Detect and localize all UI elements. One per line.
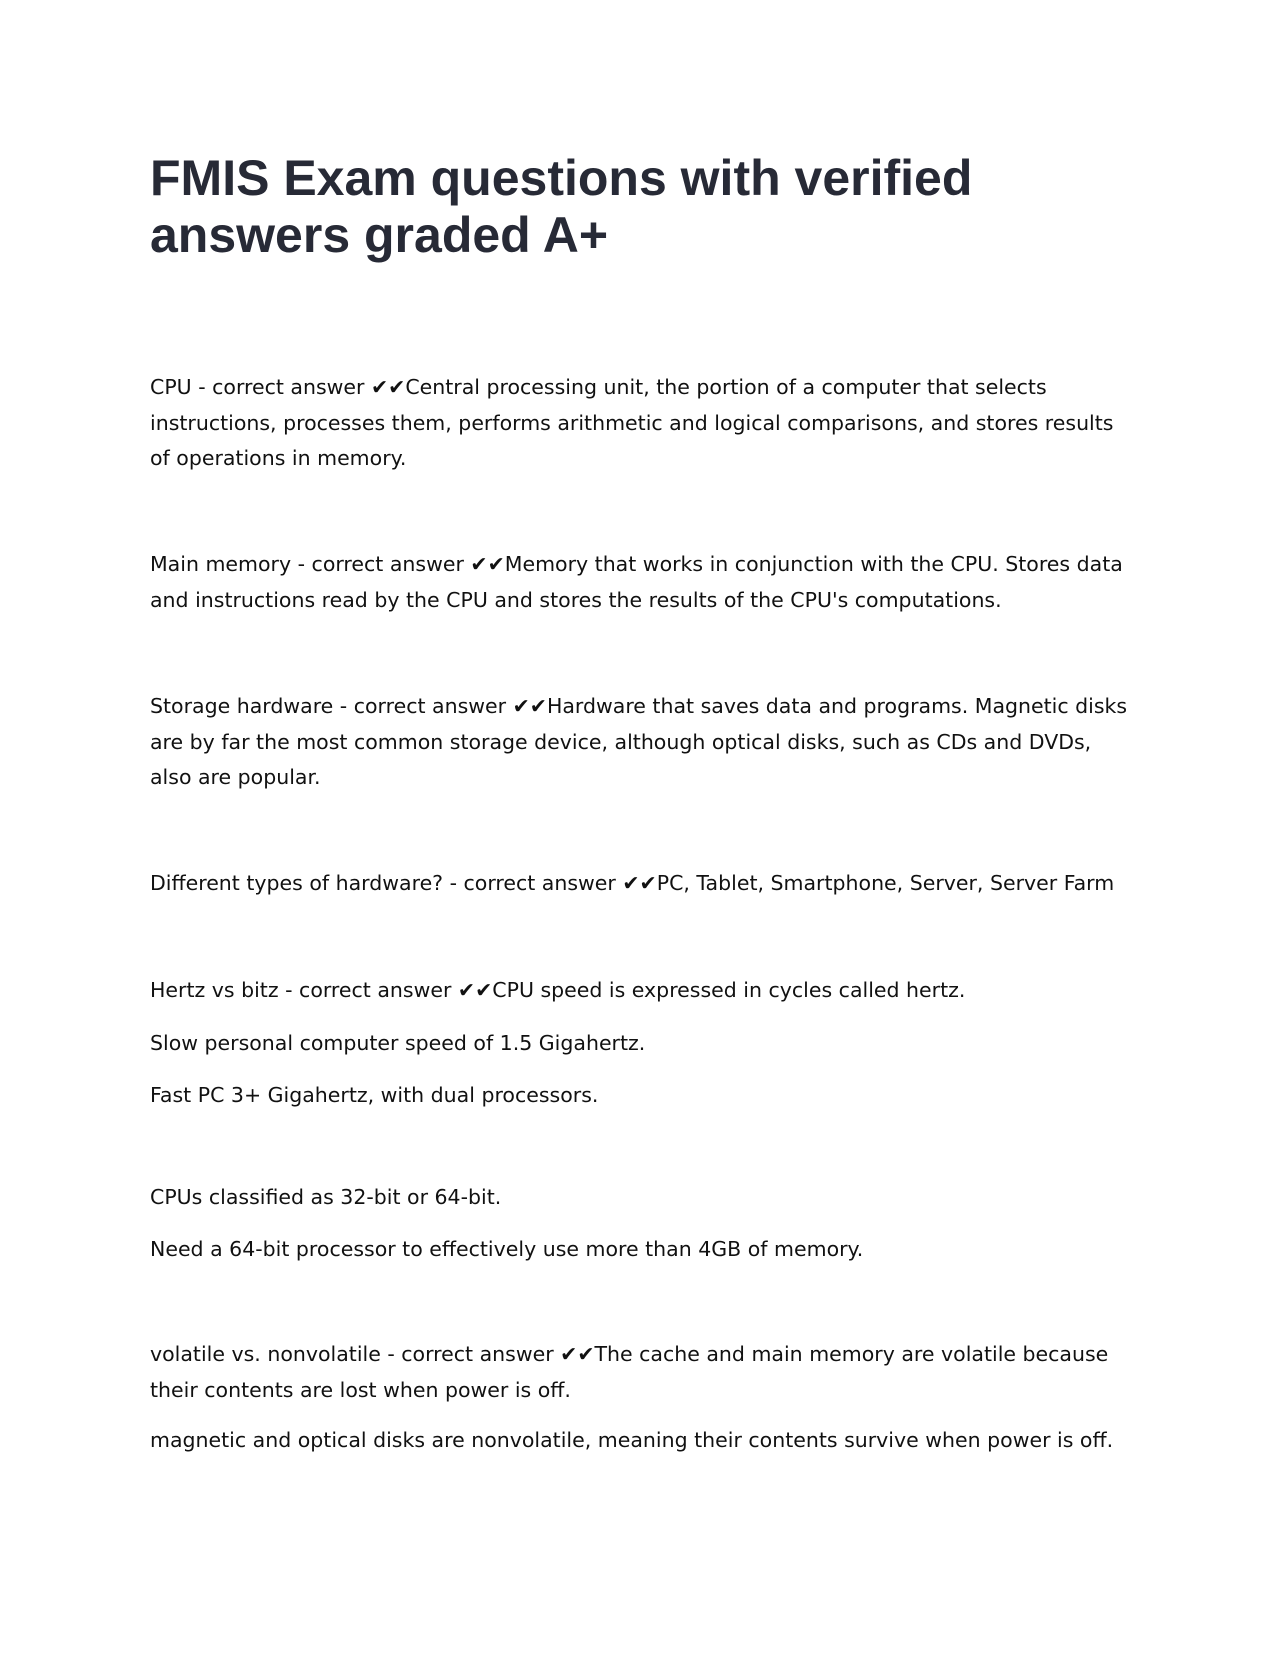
entry-term: CPU — [150, 375, 192, 399]
entry-answer-label: correct answer — [299, 978, 458, 1002]
entry-extra-line: magnetic and optical disks are nonvolatile, meaning their contents survive when power is off. — [150, 1428, 1114, 1452]
entry-term: Main memory — [150, 552, 292, 576]
qa-entry-main-memory — [150, 547, 1130, 618]
double-check-icon: ✔✔ — [512, 694, 547, 718]
entry-definition: Hardware that saves data and programs. Magnetic disks are by far the most common storage device, although optical disks, such as CDs and DVDs, also are popular. — [150, 694, 1128, 789]
qa-entry-cpu — [150, 370, 1130, 477]
entry-answer-label: correct answer — [212, 375, 371, 399]
entry-term: Hertz vs bitz — [150, 978, 279, 1002]
entry-answer-label: correct answer — [311, 552, 471, 576]
entry-answer-label: correct answer — [463, 871, 623, 895]
entry-definition: Central processing unit, the portion of a computer that selects instructions, processes them, performs arithmetic and logical comparisons, and stores results of operations in memory. — [150, 375, 1114, 470]
entry-separator: - — [380, 1342, 402, 1366]
entry-separator: - — [278, 978, 300, 1002]
double-check-icon: ✔✔ — [560, 1342, 595, 1366]
qa-entry-storage-hardware — [150, 689, 1130, 796]
page-title: FMIS Exam questions with verified answers graded A+ — [150, 150, 973, 263]
entry-term: Different types of hardware? — [150, 871, 444, 895]
qa-entry-hardware-types — [150, 866, 1130, 902]
double-check-icon: ✔✔ — [370, 375, 406, 399]
entry-definition: CPU speed is expressed in cycles called hertz. — [492, 978, 966, 1002]
entry-extra-line: CPUs classified as 32-bit or 64-bit. — [150, 1185, 502, 1209]
entry-extra-line: Need a 64-bit processor to effectively use more than 4GB of memory. — [150, 1237, 864, 1261]
qa-entry-hertz-vs-bitz — [150, 973, 1130, 1009]
entry-answer-label: correct answer — [401, 1342, 561, 1366]
entry-separator: - — [333, 694, 354, 718]
entry-definition: Memory that works in conjunction with the CPU. Stores data and instructions read by the CPU and stores the results of the CPU's computations. — [150, 552, 1123, 612]
entry-answer-label: correct answer — [353, 694, 513, 718]
entry-separator: - — [291, 552, 312, 576]
entry-term: volatile vs. nonvolatile — [150, 1342, 381, 1366]
double-check-icon: ✔✔ — [470, 552, 505, 576]
entry-definition: PC, Tablet, Smartphone, Server, Server Farm — [656, 871, 1115, 895]
qa-entry-volatile-vs-nonvolatile — [150, 1337, 1130, 1408]
entry-extra-line: Fast PC 3+ Gigahertz, with dual processors. — [150, 1083, 599, 1107]
entry-separator: - — [191, 375, 213, 399]
entry-definition: The cache and main memory are volatile because their contents are lost when power is off. — [150, 1342, 1109, 1402]
entry-term: Storage hardware — [150, 694, 334, 718]
entry-extra-line: Slow personal computer speed of 1.5 Gigahertz. — [150, 1031, 646, 1055]
double-check-icon: ✔✔ — [622, 871, 657, 895]
entry-separator: - — [443, 871, 464, 895]
double-check-icon: ✔✔ — [457, 978, 493, 1002]
